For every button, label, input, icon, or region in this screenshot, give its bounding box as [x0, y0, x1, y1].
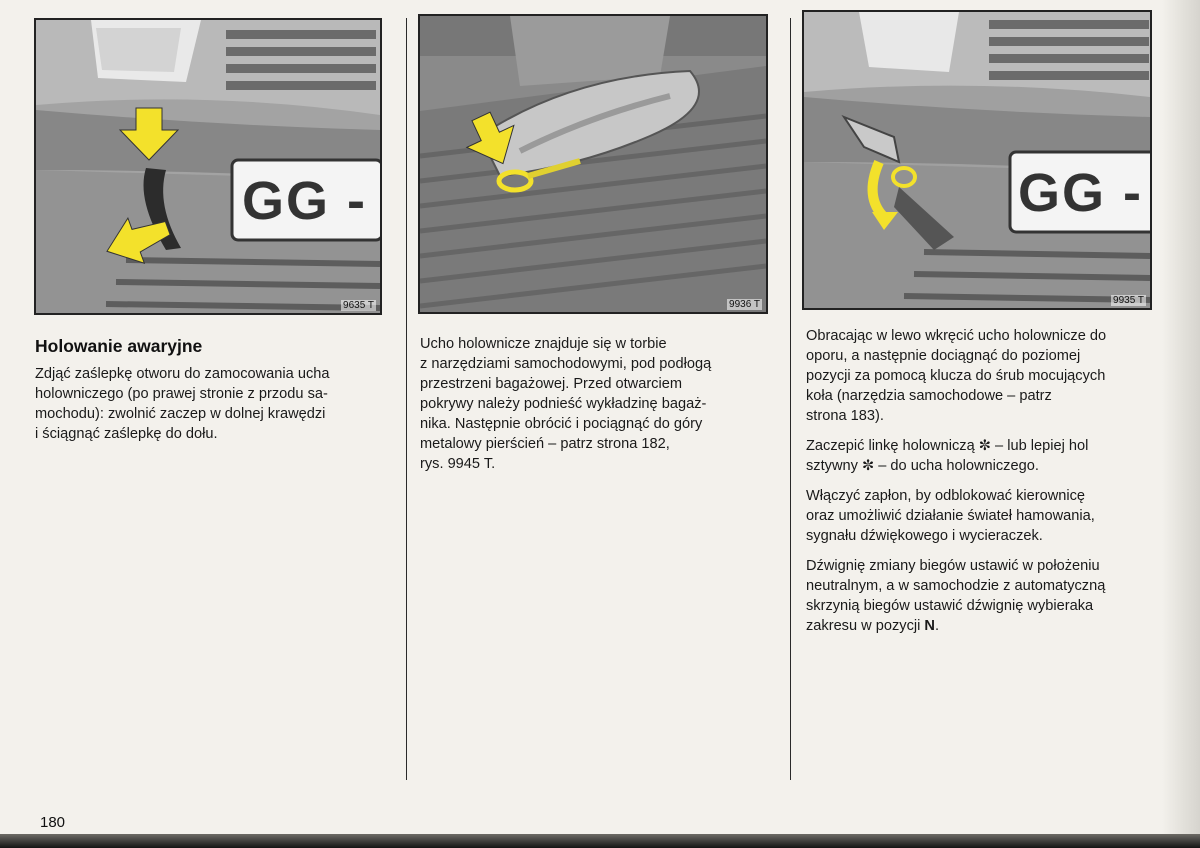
middle-paragraph	[420, 334, 780, 474]
figure-id: 9936 T	[729, 299, 760, 310]
text-line: pokrywy należy podnieść wykładzinę bagaż-	[420, 396, 707, 412]
page-number: 180	[40, 814, 66, 831]
text-line: Dźwignię zmiany biegów ustawić w położeniu	[806, 558, 1100, 574]
text-line: mochodu): zwolnić zaczep w dolnej krawędzi	[35, 406, 326, 422]
right-column	[806, 326, 1166, 646]
text-line: nika. Następnie obrócić i pociągnąć do góry	[420, 416, 703, 432]
plate-text: GG -	[242, 171, 367, 231]
paragraph-gear	[806, 556, 1166, 636]
left-paragraph	[35, 364, 395, 444]
figure-tow-eye-mount	[802, 10, 1152, 310]
text-line: sztywny ✼ – do ucha holowniczego.	[806, 458, 1039, 474]
text-line: przestrzeni bagażowej. Przed otwarciem	[420, 376, 682, 392]
text-line: oraz umożliwić działanie świateł hamowania,	[806, 508, 1095, 524]
text-line: oporu, a następnie dociągnąć do poziomej	[806, 348, 1081, 364]
text-line: Zaczepić linkę holowniczą ✼ – lub lepiej hol	[806, 438, 1089, 454]
text-line: i ściągnąć zaślepkę do dołu.	[35, 426, 218, 442]
paragraph-ignition	[806, 486, 1166, 546]
text-line: sygnału dźwiękowego i wycieraczek.	[806, 528, 1043, 544]
gear-position-label: N	[924, 618, 935, 634]
paragraph-attach-rope	[806, 436, 1166, 476]
figure-id: 9935 T	[1113, 295, 1144, 306]
plate-text: GG -	[1018, 163, 1143, 223]
text-line: Obracając w lewo wkręcić ucho holownicze do	[806, 328, 1107, 344]
paragraph-screw-in	[806, 326, 1166, 426]
section-heading: Holowanie awaryjne	[35, 336, 203, 356]
scan-edge	[0, 834, 1200, 848]
text-line: rys. 9945 T.	[420, 456, 496, 472]
text-line: strona 183).	[806, 408, 884, 424]
figure-trunk-toolbag	[418, 14, 768, 314]
text-line: z narzędziami samochodowymi, pod podłogą	[420, 356, 712, 372]
figure-id: 9635 T	[343, 300, 374, 311]
figure-tow-cover	[34, 18, 382, 315]
text-line: metalowy pierścień – patrz strona 182,	[420, 436, 670, 452]
text-line: Zdjąć zaślepkę otworu do zamocowania ucha	[35, 366, 330, 382]
text-fragment: zakresu w pozycji	[806, 618, 925, 634]
text-line: neutralnym, a w samochodzie z automatyczną	[806, 578, 1106, 594]
text-line: holowniczego (po prawej stronie z przodu sa-	[35, 386, 328, 402]
text-line	[806, 616, 1166, 636]
text-line: skrzynią biegów ustawić dźwignię wybieraka	[806, 598, 1094, 614]
text-line: Ucho holownicze znajduje się w torbie	[420, 336, 667, 352]
text-line: pozycji za pomocą klucza do śrub mocujących	[806, 368, 1106, 384]
text-line: Włączyć zapłon, by odblokować kierownicę	[806, 488, 1086, 504]
column-rule-left	[406, 18, 407, 780]
text-fragment: .	[934, 618, 940, 634]
column-rule-right	[790, 18, 791, 780]
page-edge-shadow	[1162, 0, 1200, 848]
text-line: koła (narzędzia samochodowe – patrz	[806, 388, 1052, 404]
